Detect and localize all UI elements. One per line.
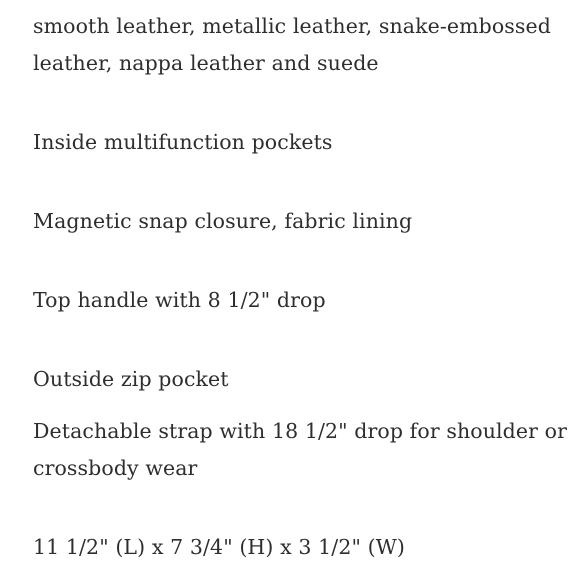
feature-zip-pocket: Outside zip pocket — [33, 367, 229, 391]
feature-strap-line-2: crossbody wear — [33, 456, 198, 480]
feature-materials-line-1: smooth leather, metallic leather, snake-embossed — [33, 14, 551, 38]
feature-dimensions: 11 1/2" (L) x 7 3/4" (H) x 3 1/2" (W) — [33, 535, 405, 559]
feature-handle: Top handle with 8 1/2" drop — [33, 288, 326, 312]
feature-strap-line-1: Detachable strap with 18 1/2" drop for shoulder or — [33, 419, 567, 443]
feature-closure: Magnetic snap closure, fabric lining — [33, 209, 413, 233]
feature-materials-line-2: leather, nappa leather and suede — [33, 51, 379, 75]
feature-pockets: Inside multifunction pockets — [33, 130, 333, 154]
